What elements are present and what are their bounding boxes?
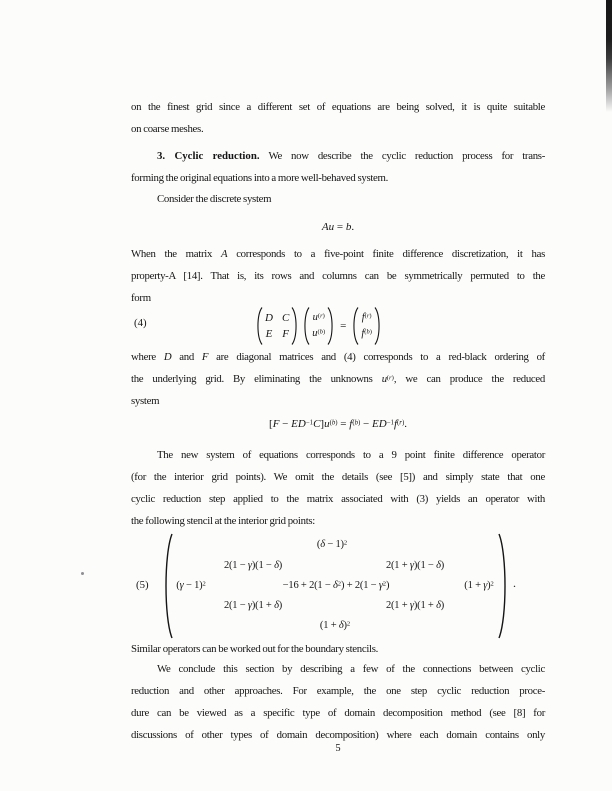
paragraph-red-black <box>131 346 545 412</box>
text-line: Similar operators can be worked out for the boundary stencils. <box>131 643 379 655</box>
matrix-cell: C <box>281 312 290 324</box>
text-line: where D and F are diagonal matrices and (4) corresponds to a red-black ordering of <box>131 351 545 363</box>
vector-cell: $f^{(b)}$ <box>361 328 372 339</box>
text-line: reduction and other approaches. For example, the one step cyclic reduction proce- <box>131 685 545 697</box>
equation-text: $[F - ED^{-1}C]u^{(b)} = f^{(b)} - ED^{-1}f^{(r)}$. <box>269 418 407 430</box>
equation-label-4: (4) <box>134 317 147 329</box>
text-line: property-A [14]. That is, its rows and columns can be symmetrically permuted to the <box>131 270 545 282</box>
stencil-entry-c: $-16 + 2(1 - \delta^2) + 2(1 - \gamma^2)$ <box>282 580 390 591</box>
stencil-entry-nw: 2(1 − γ)(1 − δ) <box>223 560 283 571</box>
stencil-entry-n: $(\delta - 1)^2$ <box>316 539 348 550</box>
section-heading-line: 3. Cyclic reduction. We now describe the cyclic reduction process for trans- <box>157 150 545 162</box>
text-line: on coarse meshes. <box>131 123 204 135</box>
display-equation-4 <box>131 303 545 349</box>
stencil-entry-e: $(1 + \gamma)^2$ <box>464 580 494 591</box>
matrix-equation <box>255 306 382 346</box>
text-line: The new system of equations corresponds to a 9 point finite difference operator <box>157 449 545 461</box>
section-heading-paragraph <box>131 145 545 189</box>
equation-label-5: (5) <box>136 579 149 591</box>
vector-cell: $u^{(b)}$ <box>312 328 326 339</box>
matrix-cell: F <box>282 328 289 340</box>
paren-right-icon <box>498 532 509 640</box>
scan-artifact-edge <box>606 0 612 112</box>
stencil-period: . <box>513 576 516 590</box>
equation-text: Au = b. <box>321 221 355 233</box>
paragraph-boundary <box>131 638 545 660</box>
paren-left-icon <box>162 532 173 640</box>
text-line: dure can be viewed as a specific type of domain decomposition method (see [8] for <box>131 707 545 719</box>
display-equation-5-stencil <box>136 530 542 644</box>
display-equation-au-b <box>131 216 545 238</box>
text-line: We conclude this section by describing a few of the connections between cyclic <box>157 663 545 675</box>
paren-right-icon <box>327 306 335 346</box>
text-line: the underlying grid. By eliminating the unknowns $u^{(r)}$, we can produce the reduced <box>131 373 545 385</box>
paren-right-icon <box>291 306 299 346</box>
text-line: When the matrix A corresponds to a five-point finite difference discretization, it has <box>131 248 545 260</box>
paren-left-icon <box>255 306 263 346</box>
vector-cell: $f^{(r)}$ <box>361 312 372 323</box>
stencil-entry-ne: 2(1 + γ)(1 − δ) <box>385 560 445 571</box>
matrix-cell: E <box>265 328 273 340</box>
page-number: 5 <box>335 743 341 754</box>
paren-right-icon <box>374 306 382 346</box>
stencil-entry-s: $(1 + \delta)^2$ <box>319 620 351 631</box>
text-line: discussions of other types of domain decomposition) where each domain contains only <box>131 729 545 741</box>
display-equation-reduced <box>131 413 545 435</box>
stencil-entry-w: $(\gamma - 1)^2$ <box>176 580 206 591</box>
paragraph-consider <box>131 188 545 210</box>
equals-sign: = <box>340 320 347 332</box>
text-line: (for the interior grid points). We omit the details (see [5]) and simply state that one <box>131 471 545 483</box>
paren-left-icon <box>302 306 310 346</box>
vector-u <box>310 310 327 342</box>
text-line: system <box>131 395 160 407</box>
text-line: Consider the discrete system <box>157 193 272 205</box>
paragraph-continuation <box>131 96 545 140</box>
text-line: cyclic reduction step applied to the matrix associated with (3) yields an operator with <box>131 493 545 505</box>
scan-artifact-speck <box>81 572 84 575</box>
vector-f <box>359 310 374 342</box>
matrix-DCEF <box>263 310 291 342</box>
text-line: form <box>131 292 151 304</box>
paragraph-new-system <box>131 444 545 532</box>
paragraph-conclude <box>131 658 545 746</box>
stencil-entry-se: 2(1 + γ)(1 + δ) <box>385 600 445 611</box>
vector-cell: $u^{(r)}$ <box>312 312 325 323</box>
paragraph-property-a <box>131 243 545 309</box>
text-line: on the finest grid since a different set of equations are being solved, it is quite suitable <box>131 101 545 113</box>
text-line: forming the original equations into a more well-behaved system. <box>131 172 389 184</box>
stencil-entry-sw: 2(1 − γ)(1 + δ) <box>223 600 283 611</box>
text-line: the following stencil at the interior grid points: <box>131 515 316 527</box>
paren-left-icon <box>351 306 359 346</box>
matrix-cell: D <box>265 312 273 324</box>
